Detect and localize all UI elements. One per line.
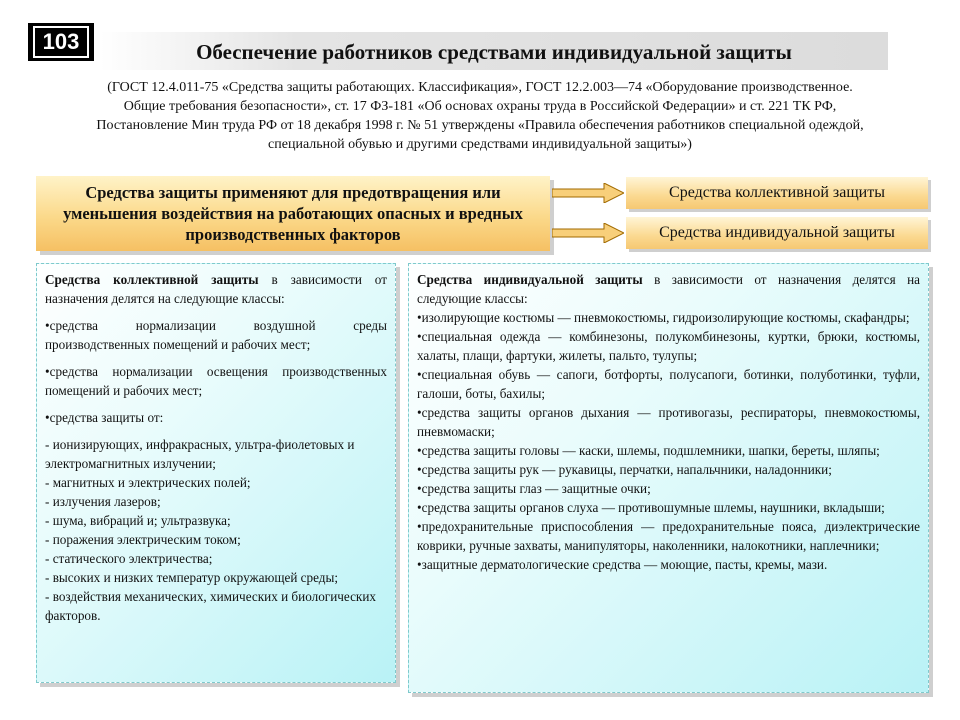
subtitle-line: Общие требования безопасности», ст. 17 ФЗ-181 «Об основах охраны труда в Российской Федерации» и ст. 221 ТК РФ, [123, 99, 837, 114]
sub-list-item: - статического электричества; [45, 551, 213, 566]
collective-protection-label: Средства коллективной защиты [669, 184, 885, 201]
individual-protection-label: Средства индивидуальной защиты [659, 224, 895, 241]
list-item: •специальная обувь — сапоги, ботфорты, полусапоги, ботинки, полуботинки, туфли, галоши, боты, бахилы; [417, 367, 920, 401]
panel-intro-bold: Средства коллективной защиты [45, 272, 259, 287]
legal-references [30, 78, 930, 154]
panel-intro [417, 270, 920, 308]
list-item: •изолирующие костюмы — пневмокостюмы, гидроизолирующие костюмы, скафандры; [417, 310, 910, 325]
sub-list-item: - поражения электрическим током; [45, 532, 241, 547]
collective-protection-panel [36, 263, 396, 683]
individual-protection-box [626, 217, 928, 249]
subtitle-line: специальной обувью и другими средствами индивидуальной защиты») [268, 137, 692, 152]
list-item: •средства защиты органов слуха — противошумные шлемы, наушники, вкладыши; [417, 500, 885, 515]
slide-number-badge [28, 23, 94, 61]
slide-number: 103 [33, 26, 89, 58]
page-title: Обеспечение работников средствами индивидуальной защиты [196, 40, 792, 64]
sub-list-item: - высоких и низких температур окружающей среды; [45, 570, 339, 585]
main-statement-box [36, 176, 550, 251]
list-item: •средства защиты головы — каски, шлемы, подшлемники, шапки, береты, шляпы; [417, 443, 880, 458]
sub-list-item: - шума, вибраций и; ультразвука; [45, 513, 231, 528]
list-item: •предохранительные приспособления — предохранительные пояса, диэлектрические коврики, ручные захваты, манипуляторы, наколенники, налокотники, наплечники; [417, 519, 920, 553]
sub-list-item: - воздействия механических, химических и биологических факторов. [45, 589, 376, 623]
sub-list-item: - магнитных и электрических полей; [45, 475, 251, 490]
sub-list-item: - ионизирующих, инфракрасных, ультра-фиолетовых и электромагнитных излучении; [45, 437, 355, 471]
list-item: •средства защиты глаз — защитные очки; [417, 481, 651, 496]
arrow-right-icon [552, 223, 624, 243]
individual-protection-panel [408, 263, 929, 693]
list-item: •средства нормализации освещения производственных помещений и рабочих мест; [45, 364, 387, 398]
panel-intro-text: в зависимости от назначения делятся на следующие классы: [45, 272, 387, 306]
sub-list-item: - излучения лазеров; [45, 494, 161, 509]
list-item: •средства защиты от: [45, 410, 164, 425]
panel-intro-bold: Средства индивидуальной защиты [417, 272, 643, 287]
subtitle-line: Постановление Мин труда РФ от 18 декабря 1998 г. № 51 утверждены «Правила обеспечения работников специальной одеждой, [96, 118, 864, 133]
list-item: •средства защиты органов дыхания — противогазы, респираторы, пневмокостюмы, пневмомаски; [417, 405, 920, 439]
main-statement: Средства защиты применяют для предотвращения или уменьшения воздействия на работающих опасных и вредных производственных факторов [63, 183, 523, 244]
subtitle-line: (ГОСТ 12.4.011-75 «Средства защиты работающих. Классификация», ГОСТ 12.2.003—74 «Оборудование производственное. [107, 80, 853, 95]
panel-intro [45, 270, 387, 308]
panel-intro-text: в зависимости от назначения делятся на следующие классы: [417, 272, 920, 306]
list-item: •средства защиты рук — рукавицы, перчатки, напальчники, наладонники; [417, 462, 832, 477]
list-item: •специальная одежда — комбинезоны, полукомбинезоны, куртки, брюки, костюмы, халаты, плащи, фартуки, жилеты, пальто, тулупы; [417, 329, 920, 363]
collective-protection-box [626, 177, 928, 209]
list-item: •защитные дерматологические средства — моющие, пасты, кремы, мази. [417, 557, 828, 572]
list-item: •средства нормализации воздушной среды производственных помещений и рабочих мест; [45, 318, 387, 352]
arrow-right-icon [552, 183, 624, 203]
